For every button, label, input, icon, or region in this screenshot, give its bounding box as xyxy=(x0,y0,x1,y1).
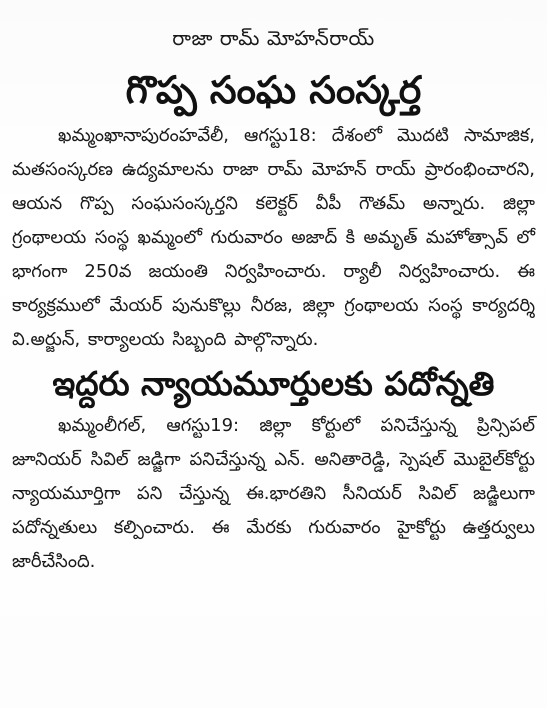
story1-headline: గొప్ప సంఘ సంస్కర్త xyxy=(125,68,422,112)
story2-headline: ఇద్దరు న్యాయమూర్తులకు పదోన్నతి xyxy=(52,363,495,403)
kicker-heading: రాజా రామ్ మోహన్‌రాయ్ xyxy=(172,26,375,50)
story1-body: ఖమ్మంఖానాపురంహవేలీ, ఆగస్టు18: దేశంలో మొదటి సామాజిక, మతసంస్కరణ ఉద్యమాలను రాజా రామ్ మోహన్ రాయ్ ప్రారంభించారని, ఆయన గొప్ప సంఘసంస్కర్తని కలెక్టర్ వీపీ గౌతమ్ అన్నారు. జిల్లా గ్రంథాలయ సంస్థ ఖమ్మంలో గురువారం అజాద్ కి అమృత్ మహోత్సావ్ లో భాగంగా 250వ జయంతి నిర్వహించారు. ర్యాలీ నిర్వహించారు. ఈ కార్యక్రములో మేయర్ పునుకొల్లు నీరజ, జిల్లా గ్రంథాలయ సంస్థ కార్యదర్శి వి.అర్జున్, కార్యాలయ సిబ్బంది పాల్గొన్నారు. xyxy=(12,124,535,350)
story2-body: ఖమ్మంలీగల్, ఆగస్టు19: జిల్లా కోర్టులో పనిచేస్తున్న ప్రిన్సిపల్ జూనియర్ సివిల్ జడ్జిగా పనిచేస్తున్న ఎన్. అనితారెడ్డి, స్పెషల్ మొబైల్‌కోర్టు న్యాయమూర్తిగా పని చేస్తున్న ఈ.భారతిని సీనియర్ సివిల్ జడ్జిలుగా పదోన్నతులు కల్పించారు. ఈ మేరకు గురువారం హైకోర్టు ఉత్తర్వులు జారీచేసింది. xyxy=(12,414,535,572)
